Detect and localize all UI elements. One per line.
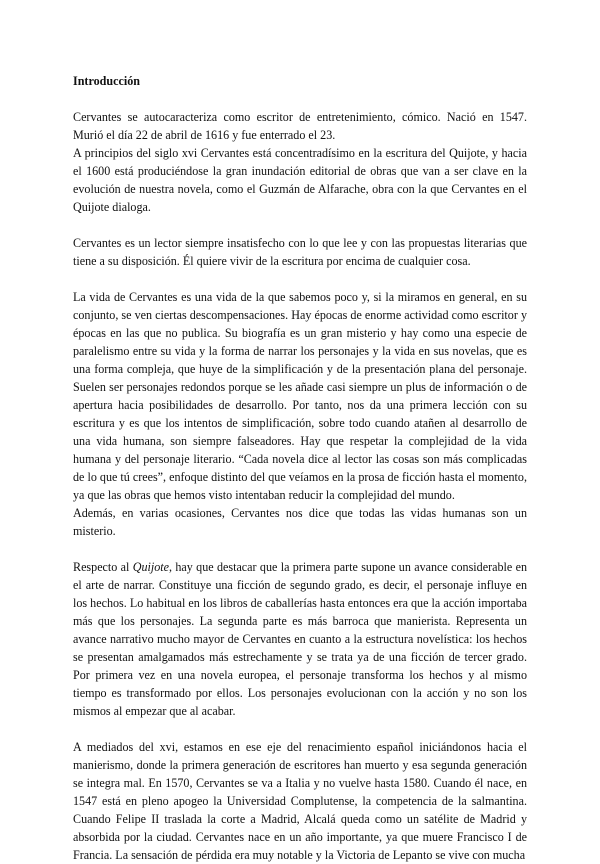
- paragraph-biography: Cervantes se autocaracteriza como escritor de entretenimiento, cómico. Nació en 1547. Murió el día 22 de abril de 1616 y fue enterrado el 23.: [73, 110, 527, 142]
- paragraph-quijote-before: Respecto al: [73, 560, 133, 574]
- paragraph-reader: Cervantes es un lector siempre insatisfecho con lo que lee y con las propuestas literarias que tiene a su disposición. Él quiere vivir de la escritura por encima de cualquier cosa.: [73, 236, 527, 268]
- paragraph-quijote-narrative: [73, 558, 527, 720]
- document-page: [73, 72, 527, 864]
- paragraph-quijote-after: , hay que destacar que la primera parte supone un avance considerable en el arte de narrar. Constituye una ficción de segundo grado, es decir, el personaje influye en los hechos. Lo habitual en los libros de caballerías hasta entonces era que la acción importaba más que los personajes. La segunda parte es más barroca que manierista. Representa un avance narrativo mucho mayor de Cervantes en cuanto a la estructura novelística: los hechos se presentan amalgamados más estrechamente y se trata ya de una ficción de tercer grado. Por primera vez en una novela europea, el personaje transforma los hechos y al mismo tiempo es transformado por ellos. Los personajes evolucionan con la acción y no son los mismos al empezar que al acabar.: [73, 560, 527, 718]
- paragraph-historical-context: A mediados del xvi, estamos en ese eje del renacimiento español iniciándonos hacia el manierismo, donde la primera generación de escritores han muerto y esa segunda generación se integra mal. En 1570, Cervantes se va a Italia y no vuelve hasta 1580. Cuando él nace, en 1547 está en pleno apogeo la Universidad Complutense, la competencia de la salmantina. Cuando Felipe II traslada la corte a Madrid, Alcalá queda como un satélite de Madrid y absorbida por la ciudad. Cervantes nace en un año importante, ya que muere Francisco I de Francia. La sensación de pérdida era muy notable y la Victoria de Lepanto se vive con mucha: [73, 740, 527, 862]
- quijote-title-italic: Quijote: [132, 560, 170, 574]
- paragraph-mystery: Además, en varias ocasiones, Cervantes nos dice que todas las vidas humanas son un misterio.: [73, 506, 527, 538]
- paragraph-life: La vida de Cervantes es una vida de la que sabemos poco y, si la miramos en general, en su conjunto, se ven ciertas descompensaciones. Hay épocas de enorme actividad como escritor y épocas en las que no publica. Su biografía es un gran misterio y hay como una especie de paralelismo entre su vida y la forma de narrar los personajes y la vida en sus novelas, que es una forma compleja, que huye de la simplificación y de la presentación plana del personaje. Suelen ser personajes redondos porque se les añade casi siempre un plus de información o de apertura hacia posibilidades de desarrollo. Por tanto, nos da una primera lección con su escritura y es que los intentos de simplificación, sobre todo cuando atañen al desarrollo de una vida humana, son siempre falseadores. Hay que respetar la complejidad de la vida humana y del personaje literario. “Cada novela dice al lector las cosas son más complicadas de lo que tú crees”, enfoque distinto del que veíamos en la prosa de ficción hasta el momento, ya que las obras que hemos visto intentaban reducir la complejidad del mundo.: [73, 290, 527, 502]
- paragraph-quijote-context: A principios del siglo xvi Cervantes está concentradísimo en la escritura del Quijote, y hacia el 1600 está produciéndose la gran inundación editorial de obras que van a ser clave en la evolución de nuestra novela, como el Guzmán de Alfarache, obra con la que Cervantes en el Quijote dialoga.: [73, 146, 527, 214]
- document-heading: Introducción: [73, 74, 140, 88]
